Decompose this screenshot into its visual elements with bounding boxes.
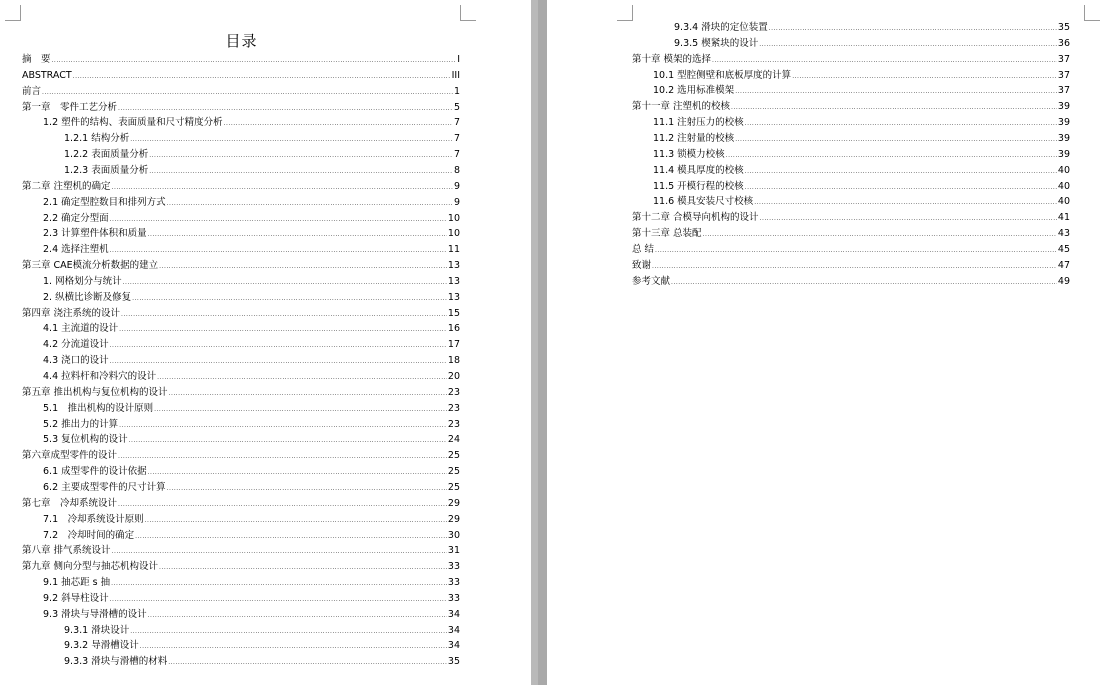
toc-page-number: 17 — [447, 339, 460, 351]
toc-leader-dots — [157, 371, 447, 385]
toc-entry[interactable] — [43, 338, 460, 352]
toc-leader-dots — [52, 54, 457, 68]
toc-entry-text: 第五章 推出机构与复位机构的设计 — [22, 386, 168, 398]
toc-leader-dots — [148, 609, 447, 623]
toc-entry-text: 第四章 浇注系统的设计 — [22, 307, 121, 319]
page-corner-mark — [1084, 5, 1100, 21]
toc-entry-text: 2.2 确定分型面 — [43, 212, 109, 224]
toc-page-number: 9 — [453, 180, 460, 192]
toc-entry[interactable] — [653, 180, 1070, 194]
toc-entry-text: 第十章 模架的选择 — [632, 53, 712, 65]
toc-entry[interactable] — [632, 243, 1070, 257]
toc-entry[interactable] — [22, 307, 460, 321]
toc-leader-dots — [154, 403, 447, 417]
toc-page-number: 8 — [453, 164, 460, 176]
toc-entry[interactable] — [43, 529, 460, 543]
toc-leader-dots — [159, 561, 447, 575]
toc-entry-text: 第八章 排气系统设计 — [22, 545, 111, 557]
toc-page-number: 15 — [447, 307, 460, 319]
toc-page-number: 16 — [447, 323, 460, 335]
toc-page-number: 13 — [447, 260, 460, 272]
toc-leader-dots — [769, 22, 1057, 36]
toc-entry-text: 第七章 冷却系统设计 — [22, 497, 118, 509]
toc-entry-text: 9.2 斜导柱设计 — [43, 592, 109, 604]
toc-leader-dots — [754, 196, 1057, 210]
toc-entry-text: 9.3.3 滑块与滑槽的材料 — [64, 656, 168, 668]
toc-page-number: 11 — [447, 244, 460, 256]
toc-page-number: 40 — [1057, 180, 1070, 192]
toc-entry-text: 10.1 型腔侧壁和底板厚度的计算 — [653, 69, 792, 81]
toc-leader-dots — [149, 165, 453, 179]
toc-entry-text: 9.1 抽芯距 s 抽 — [43, 577, 111, 589]
toc-entry[interactable] — [64, 132, 460, 146]
toc-entry[interactable] — [43, 243, 460, 257]
toc-page-number: 23 — [447, 402, 460, 414]
toc-leader-dots — [130, 625, 447, 639]
toc-page-number: 23 — [447, 418, 460, 430]
toc-leader-dots — [140, 640, 447, 654]
toc-leader-dots — [118, 102, 453, 116]
toc-entry[interactable] — [43, 370, 460, 384]
toc-entry[interactable] — [653, 195, 1070, 209]
toc-leader-dots — [110, 355, 447, 369]
toc-entry-text: 1. 网格划分与统计 — [43, 275, 122, 287]
toc-entry-text: 2.3 计算塑件体积和质量 — [43, 228, 147, 240]
toc-entry[interactable] — [22, 386, 460, 400]
toc-leader-dots — [735, 133, 1057, 147]
toc-leader-dots — [159, 260, 447, 274]
toc-entry[interactable] — [22, 560, 460, 574]
toc-leader-dots — [148, 466, 447, 480]
toc-entry-text: 5.2 推出力的计算 — [43, 418, 119, 430]
toc-entry-text: 摘 要 — [22, 54, 51, 65]
toc-entry-text: 1.2.3 表面质量分析 — [64, 164, 149, 176]
toc-leader-dots — [42, 86, 453, 100]
toc-entry-text: 参考文献 — [632, 275, 671, 287]
toc-entry[interactable] — [653, 84, 1070, 98]
toc-page-number: 39 — [1057, 117, 1070, 129]
toc-entry-text: 7.2 冷却时间的确定 — [43, 529, 135, 541]
toc-leader-dots — [112, 545, 447, 559]
toc-page-number: 25 — [447, 481, 460, 493]
toc-leader-dots — [712, 54, 1057, 68]
toc-page-number: 40 — [1057, 196, 1070, 208]
toc-entry-text: 7.1 冷却系统设计原则 — [43, 513, 144, 525]
toc-page-number: 37 — [1057, 85, 1070, 97]
toc-leader-dots — [671, 276, 1057, 290]
toc-entry-text: 2.1 确定型腔数目和排列方式 — [43, 196, 166, 208]
page-corner-mark — [617, 5, 633, 21]
toc-entry[interactable] — [653, 132, 1070, 146]
toc-leader-dots — [121, 308, 447, 322]
toc-entry[interactable] — [22, 85, 460, 99]
toc-leader-dots — [760, 212, 1057, 226]
toc-entry[interactable] — [653, 164, 1070, 178]
toc-entry[interactable] — [22, 497, 460, 511]
toc-entry[interactable] — [22, 259, 460, 273]
toc-leader-dots — [129, 434, 447, 448]
toc-leader-dots — [119, 419, 447, 433]
toc-entry-text: 4.3 浇口的设计 — [43, 355, 109, 367]
toc-entry[interactable] — [653, 69, 1070, 83]
toc-entry[interactable] — [64, 639, 460, 653]
toc-entry[interactable] — [64, 624, 460, 638]
toc-leader-dots — [110, 593, 447, 607]
toc-leader-dots — [130, 133, 453, 147]
toc-entry-text: ABSTRACT — [22, 69, 72, 81]
toc-entry[interactable] — [43, 576, 460, 590]
toc-page-number: 7 — [453, 117, 460, 129]
page-gutter — [531, 0, 547, 685]
toc-leader-dots — [652, 260, 1057, 274]
document-page-right — [547, 0, 1118, 685]
toc-leader-dots — [110, 339, 447, 353]
toc-leader-dots — [169, 387, 447, 401]
toc-entry[interactable] — [43, 418, 460, 432]
toc-entry-text: 9.3.2 导滑槽设计 — [64, 640, 139, 652]
toc-leader-dots — [792, 70, 1057, 84]
toc-leader-dots — [145, 514, 447, 528]
toc-entry[interactable] — [653, 116, 1070, 130]
toc-entry[interactable] — [22, 180, 460, 194]
toc-page-number: 24 — [447, 434, 460, 446]
toc-entry-text: 第十一章 注塑机的校核 — [632, 101, 731, 113]
toc-entry[interactable] — [674, 37, 1070, 51]
toc-page-number: 13 — [447, 275, 460, 287]
toc-entry-text: 4.4 拉料杆和冷料穴的设计 — [43, 371, 157, 382]
toc-entry-text: 5.1 推出机构的设计原则 — [43, 402, 154, 414]
toc-page-number: 34 — [447, 624, 460, 636]
toc-entry-text: 4.1 主流道的设计 — [43, 323, 119, 335]
toc-entry[interactable] — [43, 227, 460, 241]
toc-page-number: 40 — [1057, 164, 1070, 176]
toc-page-number: 35 — [447, 656, 460, 668]
toc-entry-text: 第九章 侧向分型与抽芯机构设计 — [22, 561, 159, 573]
toc-entry-text: 11.4 模具厚度的校核 — [653, 164, 744, 176]
toc-leader-dots — [119, 323, 447, 337]
toc-entry[interactable] — [632, 259, 1070, 273]
toc-page-number: 31 — [447, 545, 460, 557]
toc-page-number: 25 — [447, 466, 460, 478]
toc-entry[interactable] — [43, 212, 460, 226]
toc-page-number: 23 — [447, 386, 460, 398]
toc-entry-text: 第六章成型零件的设计 — [22, 450, 118, 462]
toc-entry-text: 第二章 注塑机的确定 — [22, 180, 111, 192]
toc-entry[interactable] — [43, 465, 460, 479]
toc-page-number: 7 — [453, 133, 460, 145]
toc-page-number: 5 — [453, 101, 460, 113]
toc-leader-dots — [123, 276, 447, 290]
toc-entry-text: 1.2.1 结构分析 — [64, 133, 130, 145]
toc-leader-dots — [132, 292, 447, 306]
toc-page-number: 49 — [1057, 275, 1070, 287]
toc-entry[interactable] — [632, 211, 1070, 225]
toc-leader-dots — [118, 498, 447, 512]
toc-entry-text: 6.1 成型零件的设计依据 — [43, 466, 147, 478]
toc-entry[interactable] — [22, 53, 460, 67]
toc-entry-text: 1.2.2 表面质量分析 — [64, 149, 149, 161]
toc-page-number: 39 — [1057, 101, 1070, 113]
page-corner-mark — [460, 5, 476, 21]
toc-entry[interactable] — [43, 513, 460, 527]
toc-entry[interactable] — [64, 655, 460, 669]
toc-leader-dots — [655, 244, 1057, 258]
toc-leader-dots — [745, 117, 1057, 131]
toc-page-number: 30 — [447, 529, 460, 541]
toc-entry-text: 第十二章 合模导向机构的设计 — [632, 212, 759, 224]
toc-entry-text: 4.2 分流道设计 — [43, 339, 109, 351]
toc-page-number: 41 — [1057, 212, 1070, 224]
toc-entry[interactable] — [64, 148, 460, 162]
toc-page-number: 43 — [1057, 228, 1070, 240]
toc-leader-dots — [110, 244, 447, 258]
toc-entry-text: 9.3.1 滑块设计 — [64, 624, 130, 636]
toc-page-number: 13 — [447, 291, 460, 303]
toc-entry-text: 前言 — [22, 85, 42, 97]
toc-entry-text: 第三章 CAE模流分析数据的建立 — [22, 260, 159, 272]
toc-leader-dots — [731, 101, 1057, 115]
toc-entry-text: 2.4 选择注塑机 — [43, 244, 109, 256]
toc-entry[interactable] — [43, 116, 460, 130]
toc-page-number: 36 — [1057, 37, 1070, 49]
toc-leader-dots — [110, 213, 447, 227]
toc-leader-dots — [726, 149, 1057, 163]
toc-entry[interactable] — [43, 433, 460, 447]
toc-page-number: 33 — [447, 577, 460, 589]
toc-leader-dots — [167, 197, 453, 211]
toc-page-number: 18 — [447, 355, 460, 367]
toc-page-number: 29 — [447, 497, 460, 509]
toc-page-number: 20 — [447, 371, 460, 382]
toc-page-number: III — [451, 69, 460, 81]
toc-entry-text: 9.3 滑块与导滑槽的设计 — [43, 608, 147, 620]
toc-entry[interactable] — [43, 592, 460, 606]
toc-entry[interactable] — [632, 100, 1070, 114]
toc-entry[interactable] — [22, 101, 460, 115]
toc-page-number: 39 — [1057, 148, 1070, 160]
toc-page-number: 34 — [447, 640, 460, 652]
toc-leader-dots — [135, 530, 447, 544]
toc-entry[interactable] — [43, 275, 460, 289]
toc-page-number: 39 — [1057, 132, 1070, 144]
toc-entry[interactable] — [43, 402, 460, 416]
toc-page-number: 25 — [447, 450, 460, 462]
toc-page-number: 33 — [447, 561, 460, 573]
toc-leader-dots — [118, 450, 447, 464]
toc-entry-text: 2. 纵横比诊断及修复 — [43, 291, 132, 303]
toc-entry-text: 总 结 — [632, 243, 655, 255]
toc-entry[interactable] — [22, 544, 460, 558]
toc-entry-text: 11.3 锁模力校核 — [653, 148, 725, 160]
toc-leader-dots — [745, 181, 1057, 195]
toc-entry-text: 1.2 塑件的结构、表面质量和尺寸精度分析 — [43, 117, 223, 129]
toc-page-number: 7 — [453, 149, 460, 161]
toc-title: 目录 — [225, 32, 258, 50]
toc-entry[interactable] — [43, 354, 460, 368]
toc-page-number: 29 — [447, 513, 460, 525]
toc-entry[interactable] — [22, 69, 460, 83]
toc-page-number: 37 — [1057, 69, 1070, 81]
toc-leader-dots — [745, 165, 1057, 179]
toc-entry[interactable] — [22, 449, 460, 463]
toc-entry[interactable] — [653, 148, 1070, 162]
toc-entry[interactable] — [43, 196, 460, 210]
toc-entry[interactable] — [632, 227, 1070, 241]
toc-entry[interactable] — [64, 164, 460, 178]
toc-page-number: 45 — [1057, 243, 1070, 255]
toc-leader-dots — [224, 117, 453, 131]
document-page-left — [0, 0, 531, 685]
toc-leader-dots — [111, 577, 447, 591]
toc-entry-text: 致谢 — [632, 259, 652, 271]
toc-entry-text: 11.5 开模行程的校核 — [653, 180, 744, 192]
toc-page-number: I — [457, 54, 460, 65]
toc-page-number: 10 — [447, 212, 460, 224]
toc-entry[interactable] — [632, 53, 1070, 67]
toc-leader-dots — [167, 482, 447, 496]
toc-entry[interactable] — [43, 322, 460, 336]
toc-entry[interactable] — [43, 608, 460, 622]
toc-leader-dots — [148, 228, 447, 242]
toc-leader-dots — [168, 656, 447, 670]
toc-entry[interactable] — [632, 275, 1070, 289]
toc-leader-dots — [735, 85, 1057, 99]
toc-entry-text: 11.2 注射量的校核 — [653, 132, 735, 144]
toc-entry-text: 第一章 零件工艺分析 — [22, 101, 118, 113]
page-corner-mark — [5, 5, 21, 21]
toc-page-number: 33 — [447, 592, 460, 604]
toc-entry-text: 5.3 复位机构的设计 — [43, 434, 128, 446]
toc-page-number: 34 — [447, 608, 460, 620]
toc-leader-dots — [73, 70, 451, 84]
toc-page-number: 1 — [453, 85, 460, 97]
toc-leader-dots — [703, 228, 1057, 242]
toc-entry[interactable] — [43, 291, 460, 305]
toc-page-number: 47 — [1057, 259, 1070, 271]
toc-entry-text: 10.2 选用标准模架 — [653, 85, 735, 97]
toc-page-number: 10 — [447, 228, 460, 240]
toc-entry-text: 11.1 注射压力的校核 — [653, 117, 744, 129]
toc-leader-dots — [759, 38, 1057, 52]
toc-leader-dots — [112, 181, 453, 195]
toc-entry[interactable] — [43, 481, 460, 495]
toc-entry-text: 第十三章 总装配 — [632, 228, 702, 240]
toc-entry-text: 9.3.4 滑块的定位装置 — [674, 22, 768, 33]
toc-entry-text: 6.2 主要成型零件的尺寸计算 — [43, 481, 166, 493]
toc-entry[interactable] — [674, 21, 1070, 35]
toc-entry-text: 11.6 模具安装尺寸校核 — [653, 196, 754, 208]
toc-page-number: 35 — [1057, 22, 1070, 33]
toc-leader-dots — [149, 149, 453, 163]
toc-page-number: 37 — [1057, 53, 1070, 65]
toc-entry-text: 9.3.5 楔紧块的设计 — [674, 37, 759, 49]
toc-page-number: 9 — [453, 196, 460, 208]
